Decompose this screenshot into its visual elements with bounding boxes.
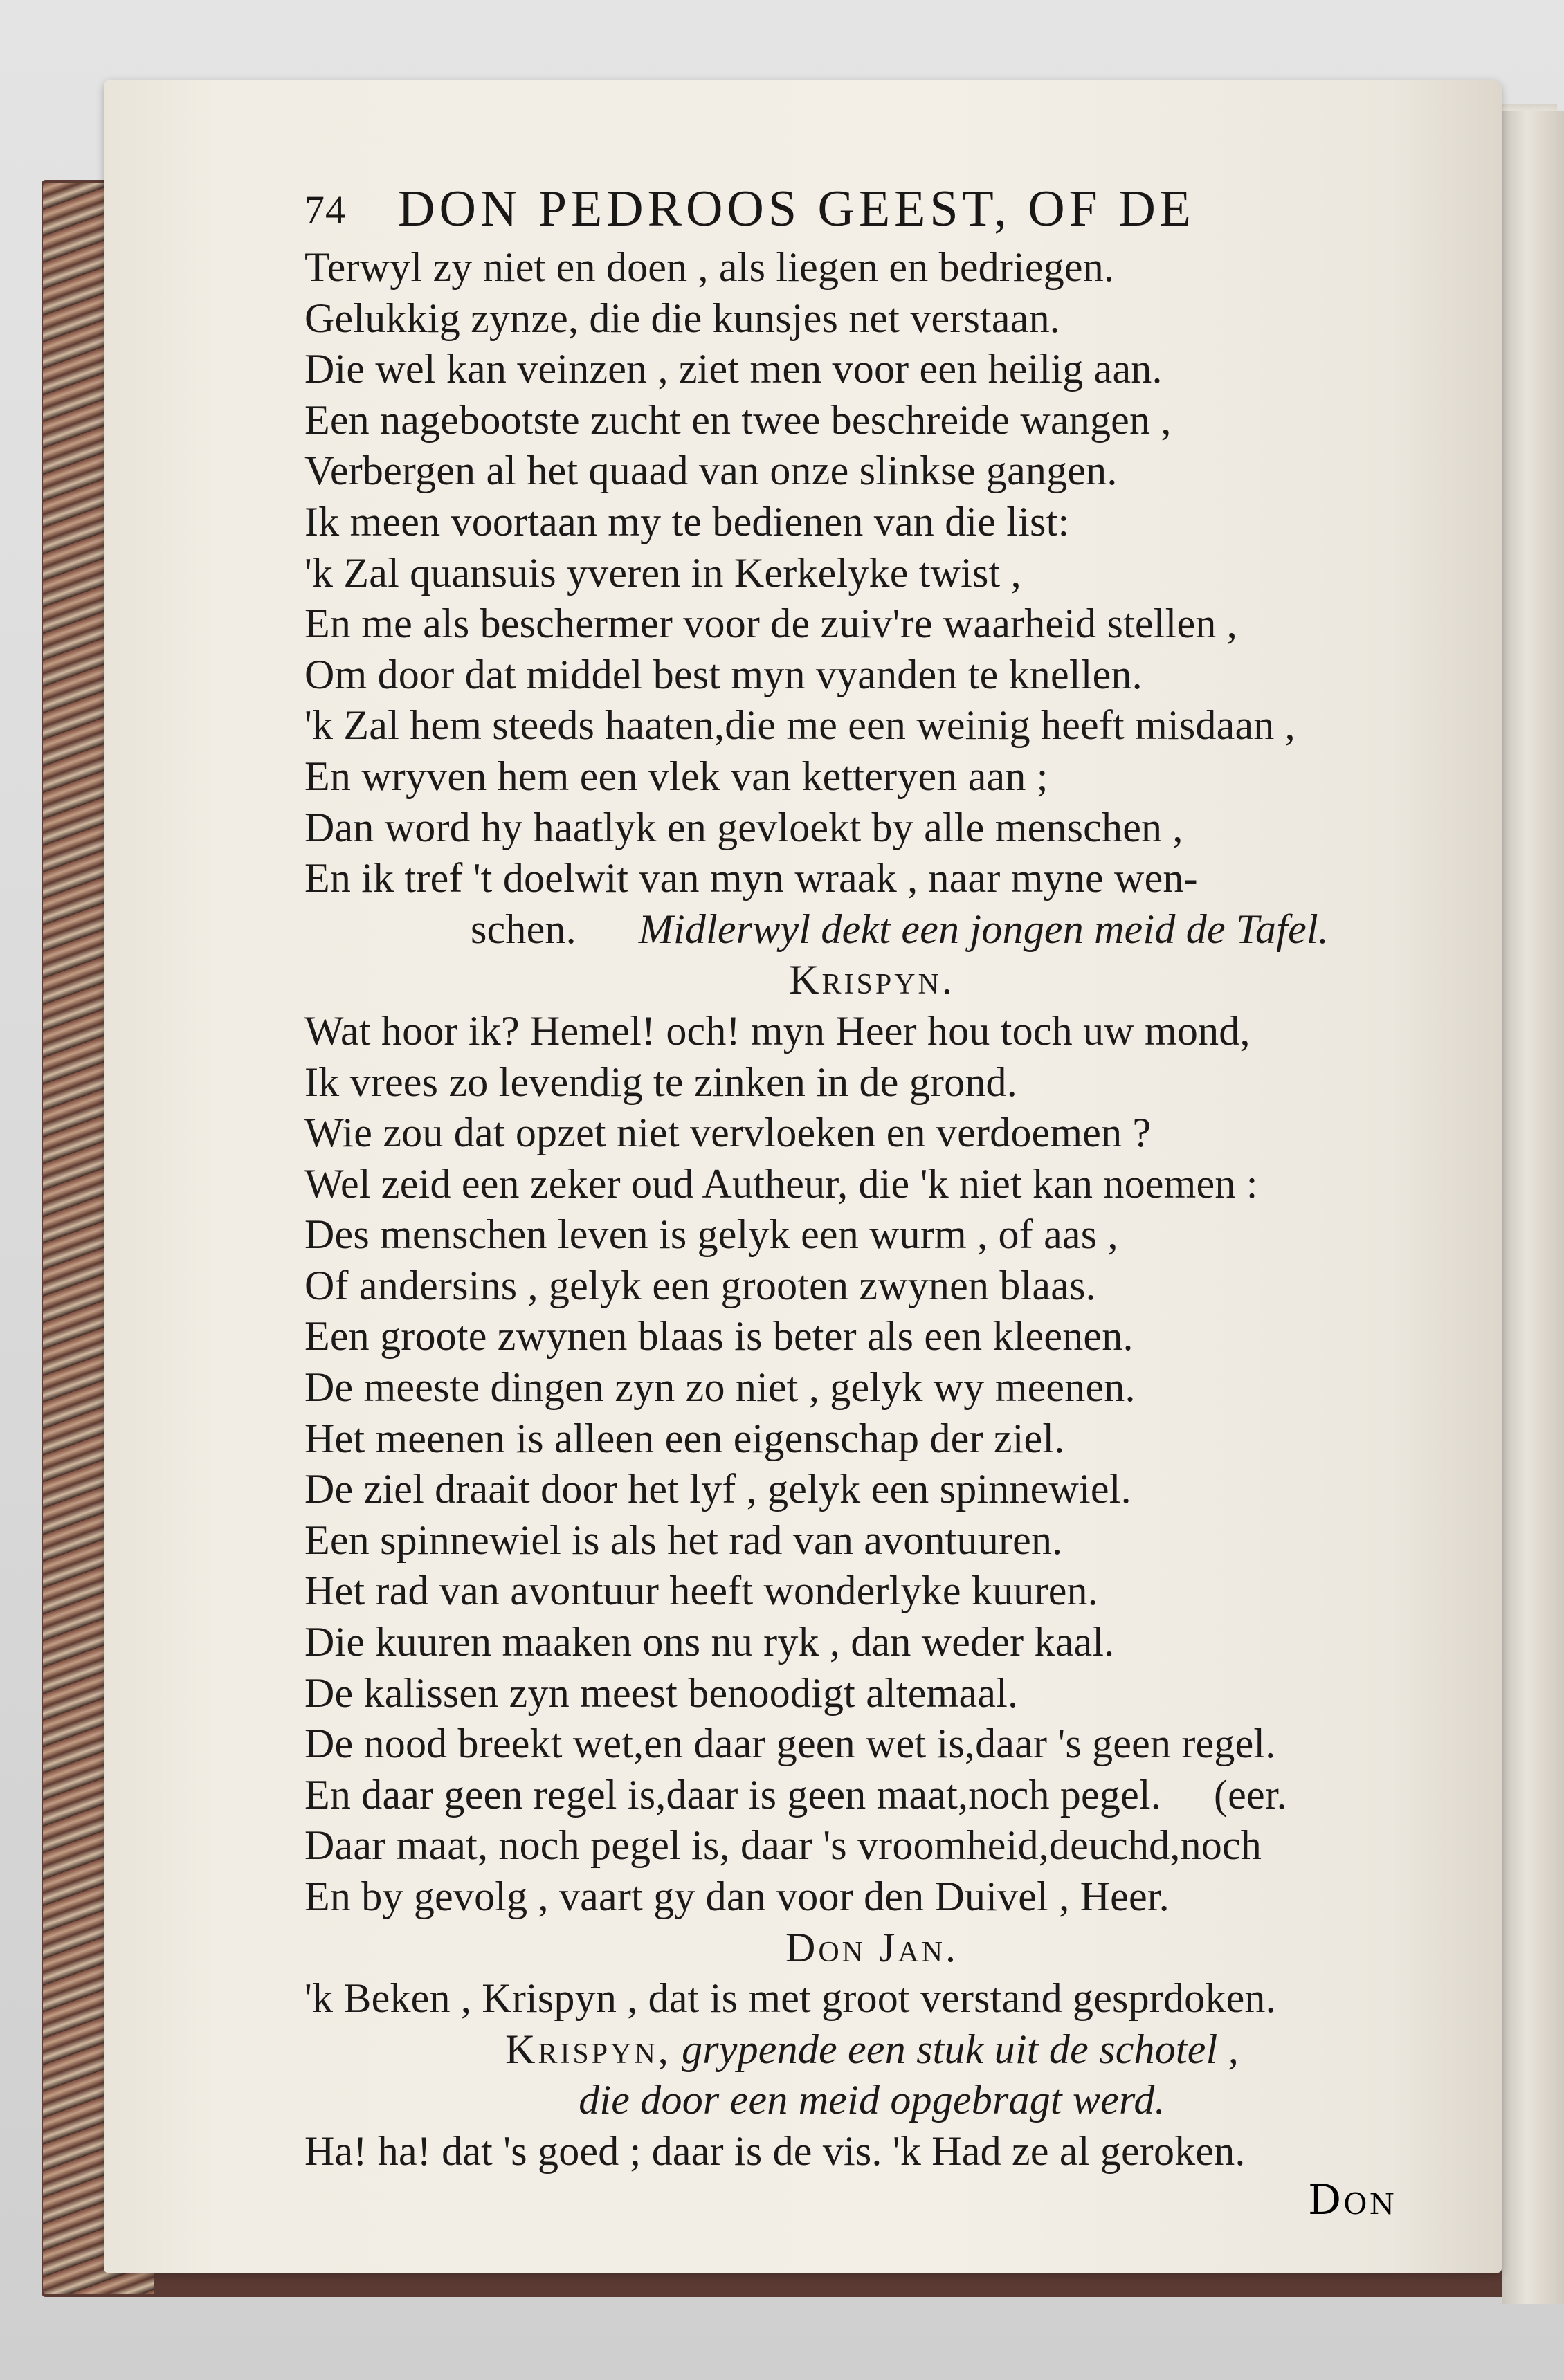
verse-line: 'k Beken , Krispyn , dat is met groot verstand gesprdoken. xyxy=(304,1975,1276,2022)
verse-line: Wie zou dat opzet niet vervloeken en verdoemen ? xyxy=(304,1110,1152,1156)
verse-line: Die wel kan veinzen , ziet men voor een heilig aan. xyxy=(304,346,1163,392)
verse-line: Verbergen al het quaad van onze slinkse gangen. xyxy=(304,448,1118,494)
verse-line: Een nagebootste zucht en twee beschreide wangen , xyxy=(304,396,1172,443)
verse-line: Wel zeid een zeker oud Autheur, die 'k niet kan noemen : xyxy=(304,1160,1258,1207)
page-text xyxy=(304,242,1439,2177)
verse-line: Des menschen leven is gelyk een wurm , of aas , xyxy=(304,1211,1118,1258)
verse-line: En me als beschermer voor de zuiv're waarheid stellen , xyxy=(304,601,1237,647)
verse-line: 'k Zal hem steeds haaten,die me een weinig heeft misdaan , xyxy=(304,702,1295,749)
verse-line: En by gevolg , vaart gy dan voor den Duivel , Heer. xyxy=(304,1874,1170,1919)
verse-line: Ik meen voortaan my te bedienen van die list: xyxy=(304,498,1070,544)
speaker-name: Krispyn. xyxy=(789,957,955,1003)
verse-line: Een spinnewiel is als het rad van avontuuren. xyxy=(304,1517,1063,1563)
verse-line: Een groote zwynen blaas is beter als een kleenen. xyxy=(304,1313,1134,1360)
speaker-name: Don Jan. xyxy=(785,1924,958,1970)
verse-line: Ha! ha! dat 's goed ; daar is de vis. 'k Had ze al geroken. xyxy=(304,2127,1246,2174)
catchword: Don xyxy=(1308,2176,1397,2224)
verse-line: De meeste dingen zyn zo niet , gelyk wy meenen. xyxy=(304,1364,1136,1411)
verse-line: Daar maat, noch pegel is, daar 's vroomheid,deuchd,noch xyxy=(304,1822,1262,1869)
page-header xyxy=(304,181,1343,249)
verse-line: En daar geen regel is,daar is geen maat,noch pegel. (eer. xyxy=(304,1771,1287,1818)
verse-line: Om door dat middel best myn vyanden te knellen. xyxy=(304,651,1143,697)
page-number: 74 xyxy=(304,187,346,232)
verse-line: Gelukkig zynze, die die kunsjes net verstaan. xyxy=(304,295,1060,341)
verse-line-continuation xyxy=(304,904,1439,955)
running-head: DON PEDROOS GEEST, OF DE xyxy=(398,181,1195,237)
verse-line: Ik vrees zo levendig te zinken in de grond. xyxy=(304,1059,1017,1105)
verse-line: 'k Zal quansuis yveren in Kerkelyke twist , xyxy=(304,549,1021,596)
verse-line: Wat hoor ik? Hemel! och! myn Heer hou toch uw mond, xyxy=(304,1007,1251,1054)
verse-line: Of andersins , gelyk een grooten zwynen blaas. xyxy=(304,1262,1096,1308)
stage-direction: Midlerwyl dekt een jongen meid de Tafel. xyxy=(638,906,1329,952)
stage-direction-text: grypende een stuk uit de schotel , xyxy=(682,2026,1239,2072)
verse-line: Dan word hy haatlyk en gevloekt by alle menschen , xyxy=(304,804,1183,850)
verse-line: De ziel draait door het lyf , gelyk een spinnewiel. xyxy=(304,1466,1131,1512)
speaker-name: Krispyn, xyxy=(505,2026,671,2072)
continuation-word: schen. xyxy=(471,906,576,952)
verse-line: Die kuuren maaken ons nu ryk , dan weder kaal. xyxy=(304,1619,1115,1665)
page-stack-edge xyxy=(1502,111,1564,2304)
verse-line: De kalissen zyn meest benoodigt altemaal. xyxy=(304,1669,1019,1716)
verse-line: En wryven hem een vlek van ketteryen aan ; xyxy=(304,753,1048,799)
verse-line: En ik tref 't doelwit van myn wraak , naar myne wen- xyxy=(304,855,1198,901)
stage-direction xyxy=(304,2024,1439,2076)
verse-line: Het rad van avontuur heeft wonderlyke kuuren. xyxy=(304,1568,1098,1614)
verse-line: De nood breekt wet,en daar geen wet is,daar 's geen regel. xyxy=(304,1721,1276,1767)
verse-line: Het meenen is alleen een eigenschap der ziel. xyxy=(304,1415,1065,1461)
stage-direction: die door een meid opgebragt werd. xyxy=(579,2077,1165,2123)
verse-line: Terwyl zy niet en doen , als liegen en bedriegen. xyxy=(304,244,1115,290)
